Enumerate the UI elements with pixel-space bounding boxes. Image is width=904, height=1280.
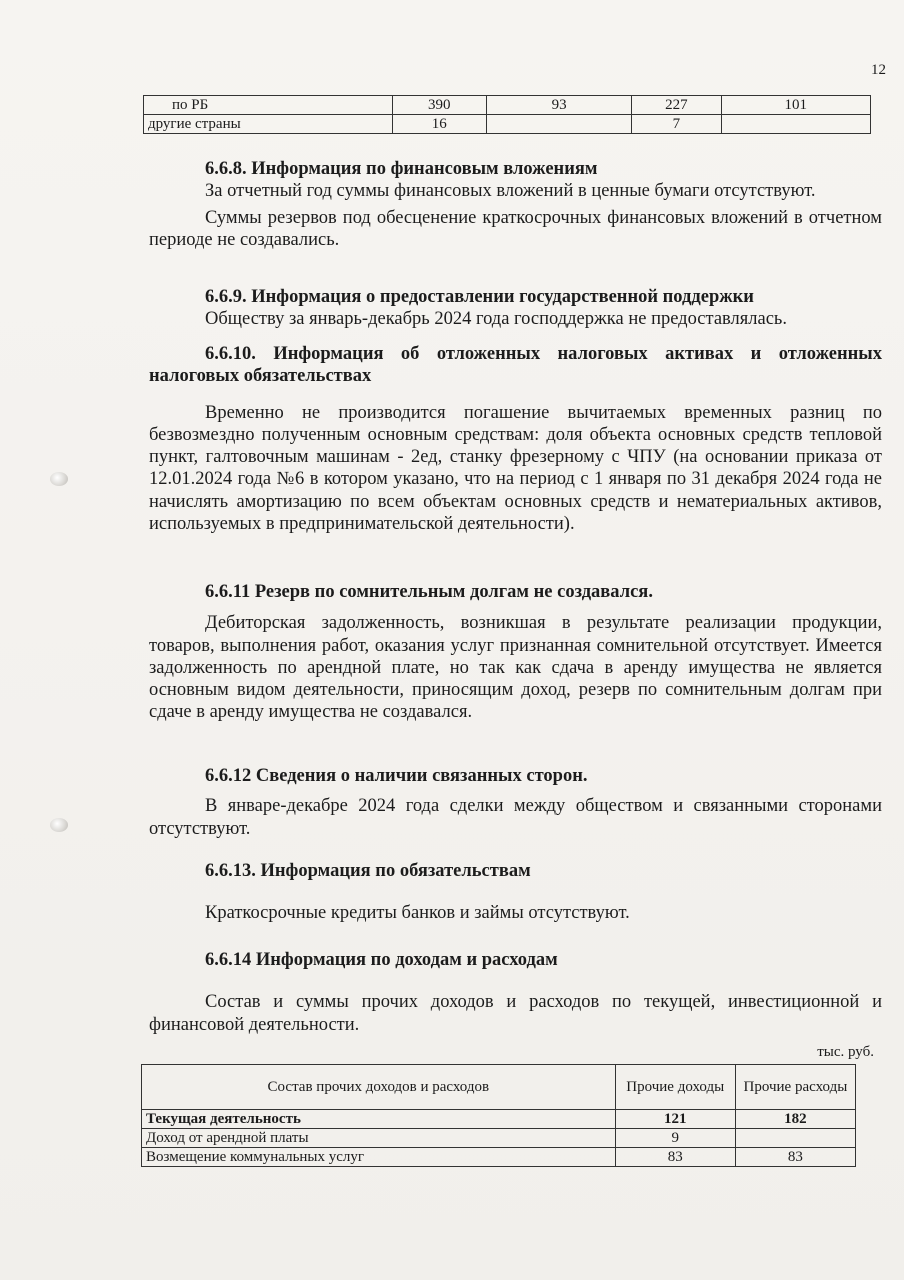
section-financial-investments	[149, 158, 882, 251]
section-heading: 6.6.13. Информация по обязательствам	[205, 861, 531, 881]
table-row: Возмещение коммунальных услуг 83 83	[142, 1148, 856, 1167]
punch-hole	[50, 818, 68, 832]
column-header: Прочие доходы	[615, 1065, 735, 1110]
unit-label: тыс. руб.	[817, 1044, 874, 1060]
section-heading: 6.6.10. Информация об отложенных налоговых активах и отложенных налоговых обязательствах	[149, 344, 882, 387]
section-state-support	[149, 286, 882, 331]
paragraph: В январе-декабре 2024 года сделки между обществом и связанными сторонами отсутствуют.	[149, 796, 882, 839]
column-header: Состав прочих доходов и расходов	[142, 1065, 616, 1110]
paragraph: Краткосрочные кредиты банков и займы отсутствуют.	[205, 903, 630, 924]
table-row: другие страны 16 7	[144, 115, 871, 134]
section-income-expenses	[149, 949, 882, 1036]
section-related-parties	[149, 765, 882, 840]
paragraph: За отчетный год суммы финансовых вложений в ценные бумаги отсутствуют.	[205, 181, 816, 202]
section-deferred-tax	[149, 343, 882, 535]
table-header-row	[142, 1065, 856, 1110]
section-heading: 6.6.11 Резерв по сомнительным долгам не создавался.	[205, 582, 653, 602]
table-row: Текущая деятельность 121 182	[142, 1110, 856, 1129]
section-heading: 6.6.12 Сведения о наличии связанных сторон.	[205, 766, 588, 786]
section-doubtful-debts	[149, 581, 882, 724]
page-number: 12	[871, 62, 886, 78]
section-obligations	[149, 860, 882, 925]
section-heading: 6.6.14 Информация по доходам и расходам	[205, 950, 558, 970]
section-heading: 6.6.9. Информация о предоставлении государственной поддержки	[205, 287, 754, 307]
income-expenses-table	[141, 1064, 856, 1167]
paragraph: Состав и суммы прочих доходов и расходов по текущей, инвестиционной и финансовой деятельности.	[149, 992, 882, 1035]
paragraph: Временно не производится погашение вычитаемых временных разниц по безвозмездно полученным основным средствам: доля объекта основных средств тепловой пункт, галтовочным машинам - 2ед, станку фрезерному с ЧПУ (на основании приказа от 12.01.2024 года №6 в котором указано, что на период с 1 января по 31 декабря 2024 года не начислять амортизацию по всем объектам основных средств и нематериальных активов, используемых в предпринимательской деятельности).	[149, 402, 882, 535]
section-heading: 6.6.8. Информация по финансовым вложениям	[205, 159, 598, 179]
punch-hole	[50, 472, 68, 486]
paragraph: Обществу за январь-декабрь 2024 года господдержка не предоставлялась.	[205, 309, 787, 330]
paragraph: Дебиторская задолженность, возникшая в результате реализации продукции, товаров, выполнения работ, оказания услуг признанная сомнительной отсутствует. Имеется задолженность по арендной плате, но так как сдача в аренду имущества не является основным видом деятельности, приносящим доход, резерв по сомнительным долгам при сдаче в аренду имущества не создавался.	[149, 613, 882, 723]
paragraph: Суммы резервов под обесценение краткосрочных финансовых вложений в отчетном периоде не создавались.	[149, 207, 882, 250]
table-row: по РБ 390 93 227 101	[144, 96, 871, 115]
table-row: Доход от арендной платы 9	[142, 1129, 856, 1148]
column-header: Прочие расходы	[735, 1065, 855, 1110]
top-table	[143, 95, 871, 134]
